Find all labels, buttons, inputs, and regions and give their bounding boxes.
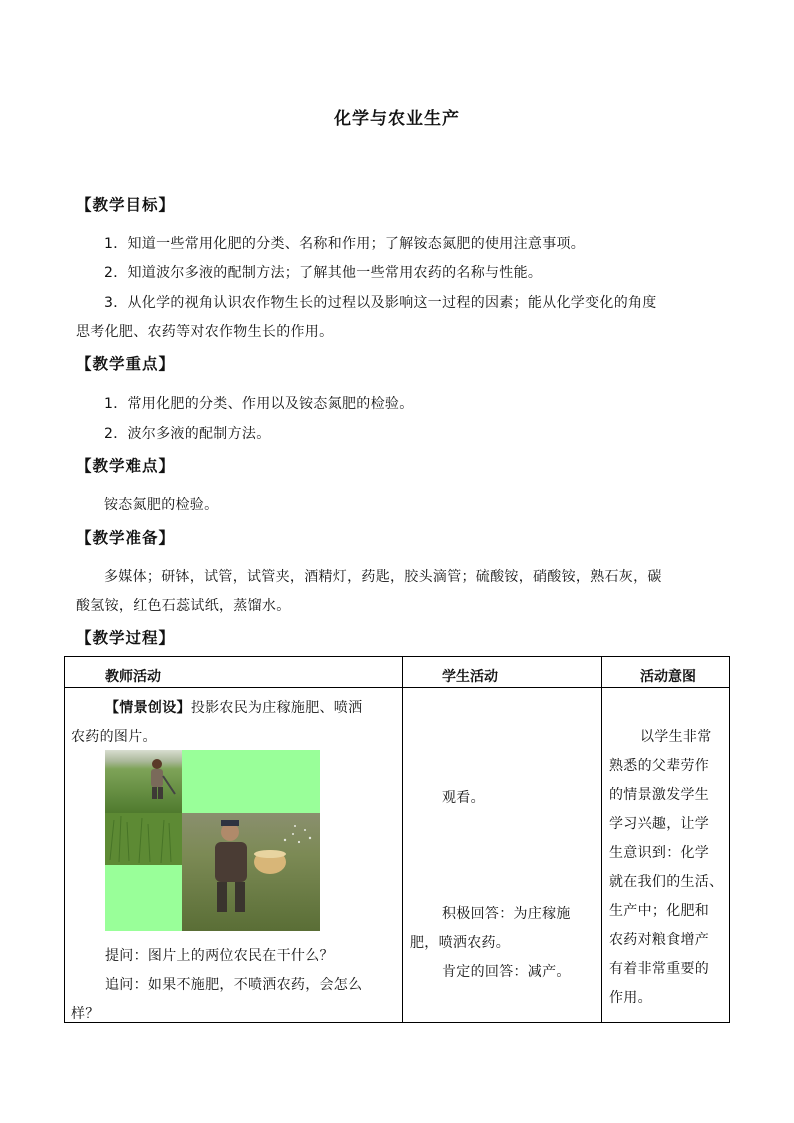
teacher-followup-line-1: 追问：如果不施肥，不喷洒农药，会怎么 — [105, 977, 363, 993]
intent-line-4: 学习兴趣，让学 — [609, 816, 710, 832]
key-points-heading: 【教学重点】 — [76, 355, 176, 373]
key-point-line-2: 2．波尔多液的配制方法。 — [104, 426, 271, 442]
teacher-followup-line-2: 样？ — [71, 1006, 100, 1022]
intent-line-9: 有着非常重要的 — [609, 961, 710, 977]
goal-line-2: 2．知道波尔多液的配制方法；了解其他一些常用农药的名称与性能。 — [104, 265, 543, 281]
preparation-line-2: 酸氢铵，红色石蕊试纸，蒸馏水。 — [76, 598, 291, 614]
process-heading: 【教学过程】 — [76, 629, 176, 647]
farmer-photo-svg — [105, 750, 320, 931]
goal-line-3: 3．从化学的视角认识农作物生长的过程以及影响这一过程的因素；能从化学变化的角度 — [104, 295, 657, 311]
difficulties-heading: 【教学难点】 — [76, 457, 176, 475]
intent-line-3: 的情景激发学生 — [609, 787, 710, 803]
intent-line-5: 生意识到：化学 — [609, 845, 710, 861]
goal-line-1: 1．知道一些常用化肥的分类、名称和作用；了解铵态氮肥的使用注意事项。 — [104, 236, 586, 252]
teacher-intro-line-2: 农药的图片。 — [71, 729, 157, 745]
intent-line-10: 作用。 — [609, 990, 652, 1006]
goal-line-4: 思考化肥、农药等对农作物生长的作用。 — [76, 324, 334, 340]
preparation-line-1: 多媒体；研钵，试管，试管夹，酒精灯，药匙，胶头滴管；硫酸铵，硝酸铵，熟石灰，碳 — [104, 569, 662, 585]
header-intent: 活动意图 — [640, 669, 696, 685]
column-divider-2 — [601, 657, 602, 1022]
difficulty-line-1: 铵态氮肥的检验。 — [104, 497, 219, 513]
scenario-tag: 【情景创设】 — [105, 700, 191, 716]
goals-heading: 【教学目标】 — [76, 196, 176, 214]
photo-field-right — [182, 813, 320, 931]
teacher-intro-line-1 — [105, 697, 362, 717]
placeholder-top-right — [182, 750, 320, 813]
process-table — [64, 656, 730, 1023]
student-answer-line-2: 肥，喷洒农药。 — [410, 935, 511, 951]
teacher-intro-text: 投影农民为庄稼施肥、喷洒 — [190, 700, 363, 716]
teacher-question: 提问：图片上的两位农民在干什么？ — [105, 948, 334, 964]
placeholder-bottom-left — [105, 865, 182, 931]
intent-line-6: 就在我们的生活、 — [609, 874, 724, 890]
photo-field-top — [105, 750, 182, 813]
preparation-heading: 【教学准备】 — [76, 529, 176, 547]
key-point-line-1: 1．常用化肥的分类、作用以及铵态氮肥的检验。 — [104, 396, 414, 412]
student-answer-2: 肯定的回答：减产。 — [442, 964, 571, 980]
intent-line-2: 熟悉的父辈劳作 — [609, 758, 710, 774]
header-student: 学生活动 — [442, 669, 498, 685]
column-divider-1 — [402, 657, 403, 1022]
student-answer-line-1: 积极回答：为庄稼施 — [442, 906, 571, 922]
intent-line-7: 生产中；化肥和 — [609, 903, 710, 919]
page-title: 化学与农业生产 — [334, 109, 460, 129]
farmer-photo — [105, 750, 320, 931]
intent-line-8: 农药对粮食增产 — [609, 932, 710, 948]
header-divider — [65, 687, 729, 688]
student-watch: 观看。 — [442, 790, 485, 806]
header-teacher: 教师活动 — [105, 669, 161, 685]
intent-line-1: 以学生非常 — [640, 729, 712, 745]
